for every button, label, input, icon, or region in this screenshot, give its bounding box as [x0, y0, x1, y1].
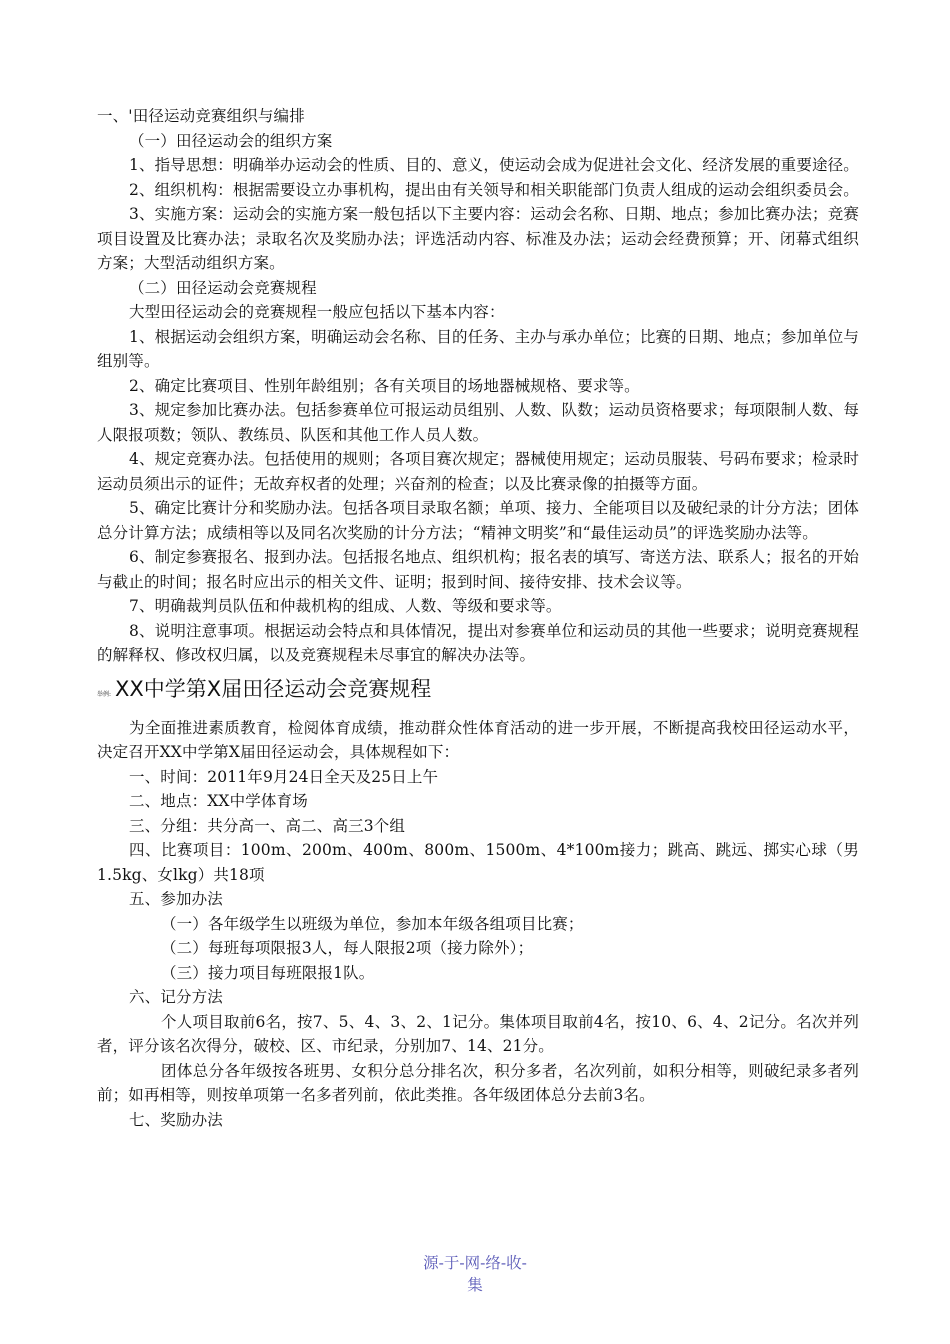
section-heading: 一、'田径运动竞赛组织与编排: [97, 107, 305, 125]
list-item: 8、说明注意事项。根据运动会特点和具体情况，提出对参赛单位和运动员的其他一些要求；说明竞赛规程的解释权、修改权归属，以及竞赛规程未尽事宜的解决办法等。: [97, 621, 859, 664]
paragraph: 为全面推进素质教育，检阅体育成绩，推动群众性体育活动的进一步开展，不断提高我校田径运动水平，决定召开XX中学第X届田径运动会，具体规程如下：: [97, 718, 859, 761]
list-item: 4、规定竞赛办法。包括使用的规则；各项目赛次规定；器械使用规定；运动员服装、号码布要求；检录时运动员须出示的证件；无故弃权者的处理；兴奋剂的检查；以及比赛录像的拍摄等方面。: [97, 450, 859, 493]
page-footer: [0, 1252, 950, 1296]
example-title: XX中学第X届田径运动会竞赛规程: [115, 676, 432, 701]
subsection-heading: （一）田径运动会的组织方案: [129, 131, 333, 150]
paragraph: 大型田径运动会的竞赛规程一般应包括以下基本内容：: [129, 303, 505, 321]
example-tag: 举例:: [97, 690, 112, 698]
list-item: 1、根据运动会组织方案，明确运动会名称、目的任务、主办与承办单位；比赛的日期、地点；参加单位与组别等。: [97, 327, 859, 370]
list-item: 6、制定参赛报名、报到办法。包括报名地点、组织机构；报名表的填写、寄送方法、联系人；报名的开始与截止的时间；报名时应出示的相关文件、证明；报到时间、接待安排、技术会议等。: [97, 548, 859, 591]
list-item: （三）接力项目每班限报1队。: [161, 963, 375, 982]
list-item: 5、确定比赛计分和奖励办法。包括各项目录取名额；单项、接力、全能项目以及破纪录的计分方法；团体总分计算方法；成绩相等以及同名次奖励的计分方法；“精神文明奖”和“最佳运动员”的评选奖励办法等。: [97, 499, 859, 542]
rule-time: 一、时间：2011年9月24日全天及25日上午: [129, 767, 439, 786]
rule-scoring-heading: 六、记分方法: [129, 988, 223, 1006]
rule-place: 二、地点：XX中学体育场: [129, 792, 308, 810]
footer-line: 集: [467, 1276, 483, 1294]
example-title-row: [97, 674, 859, 704]
list-item: 2、确定比赛项目、性别年龄组别；各有关项目的场地器械规格、要求等。: [129, 376, 640, 395]
rule-awards-heading: 七、奖励办法: [129, 1110, 223, 1129]
list-item: 3、规定参加比赛办法。包括参赛单位可报运动员组别、人数、队数；运动员资格要求；每项限制人数、每人限报项数；领队、教练员、队医和其他工作人员人数。: [97, 401, 859, 444]
list-item: （一）各年级学生以班级为单位，参加本年级各组项目比赛；: [161, 914, 584, 933]
rule-groups: 三、分组：共分高一、高二、高三3个组: [129, 816, 406, 835]
rule-participation-heading: 五、参加办法: [129, 890, 223, 908]
paragraph: 1、指导思想：明确举办运动会的性质、目的、意义，使运动会成为促进社会文化、经济发展的重要途径。: [129, 156, 859, 174]
footer-line: 源-于-网-络-收-: [423, 1254, 527, 1272]
paragraph: 团体总分各年级按各班男、女积分总分排名次，积分多者，名次列前，如积分相等，则破纪录多者列前；如再相等，则按单项第一名多者列前，依此类推。各年级团体总分去前3名。: [97, 1061, 859, 1104]
paragraph: 3、实施方案：运动会的实施方案一般包括以下主要内容：运动会名称、日期、地点；参加比赛办法；竞赛项目设置及比赛办法；录取名次及奖励办法；评选活动内容、标准及办法；运动会经费预算；开、闭幕式组织方案；大型活动组织方案。: [97, 205, 859, 272]
rule-events: 四、比赛项目：100m、200m、400m、800m、1500m、4*100m接力；跳高、跳远、掷实心球（男1.5kg、女lkg）共18项: [97, 841, 859, 884]
subsection-heading: （二）田径运动会竞赛规程: [129, 278, 317, 297]
list-item: （二）每班每项限报3人，每人限报2项（接力除外）；: [161, 939, 534, 957]
paragraph: 个人项目取前6名，按7、5、4、3、2、1记分。集体项目取前4名，按10、6、4、2记分。名次并列者，评分该名次得分，破校、区、市纪录，分别加7、14、21分。: [97, 1012, 859, 1055]
list-item: 7、明确裁判员队伍和仲裁机构的组成、人数、等级和要求等。: [129, 597, 562, 615]
document-body: [97, 104, 859, 1132]
paragraph: 2、组织机构：根据需要设立办事机构，提出由有关领导和相关职能部门负责人组成的运动会组织委员会。: [129, 180, 859, 199]
